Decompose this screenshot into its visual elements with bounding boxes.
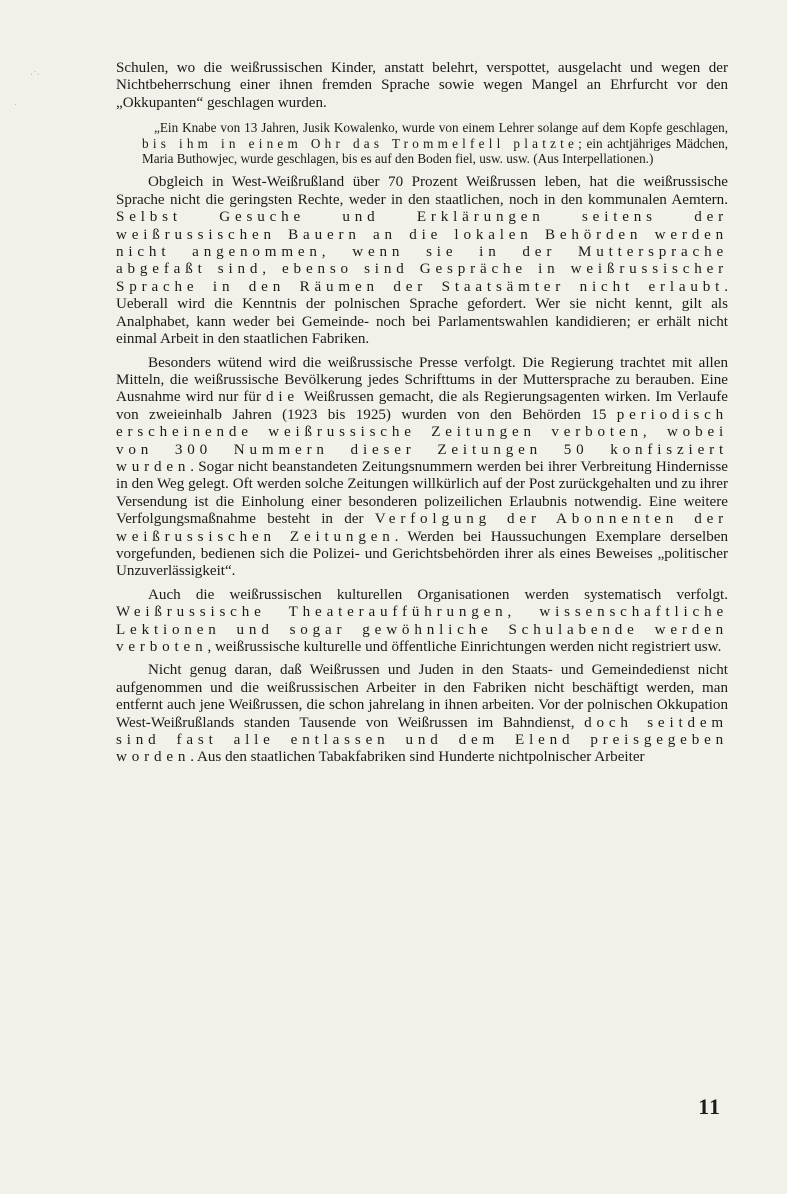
paragraph-spaced-text: die <box>266 389 299 406</box>
page-smudge: · <box>14 100 18 111</box>
paragraph-text: . Aus den staatlichen Tabakfabriken sind Hunderte nichtpolnischer Arbeiter <box>190 749 645 766</box>
paragraph-text: Besonders wütend wird die weißrussische Presse verfolgt. Die Regierung trachtet mit allen Mitteln, die weißrussische Bevölkerung jedes Schrifttums in der Muttersprache zu berauben. Eine Ausnahme wird nur für <box>116 354 728 406</box>
quote-text: „Ein Knabe von 13 Jahren, Jusik Kowalenko, wurde von einem Lehrer solange auf dem Kopfe geschlagen, <box>154 120 728 136</box>
paragraph-text: Auch die weißrussischen kulturellen Organisationen werden systematisch verfolgt. <box>148 586 728 603</box>
paragraph-text: Obgleich in West-Weißrußland über 70 Prozent Weißrussen leben, hat die weißrussische Sprache nicht die geringsten Rechte, weder in den staatlichen, noch in den kommunalen Aemtern. <box>116 174 728 208</box>
page-smudge: ·˙· <box>30 70 40 81</box>
paragraph-employment <box>116 662 728 766</box>
page-body <box>116 60 728 773</box>
paragraph-spaced-text: Selbst Gesuche und Erklärungen seitens der weißrussischen Bauern an die lokalen Behörden werden nicht angenommen, wenn sie in der Muttersprache abgefaßt sind, ebenso sind Gespräche in weißrussischer Sprache in den Räumen der Staatsämter nicht erlaubt <box>116 209 728 295</box>
paragraph-language <box>116 174 728 348</box>
interpellation-quote <box>116 120 728 166</box>
paragraph-press <box>116 355 728 581</box>
page-number: 11 <box>698 1094 721 1119</box>
paragraph-culture <box>116 587 728 657</box>
quote-spaced-text: bis ihm in einem Ohr das Trommelfell platzte <box>142 135 579 151</box>
paragraph-spaced-text: periodisch erscheinende weißrussische Zeitungen verboten, wobei von 300 Nummern dieser Zeitungen 50 konfisziert wurden <box>116 406 728 475</box>
paragraph-text: , weißrussische kulturelle und öffentliche Einrichtungen werden nicht registriert usw. <box>207 639 722 655</box>
paragraph-text: Weißrussen gemacht, die als Regierungsagenten wirken. Im Verlaufe von zweieinhalb Jahren (1923 bis 1925) wurden von den Behörden 15 <box>116 389 728 423</box>
paragraph-text: Schulen, wo die weißrussischen Kinder, anstatt belehrt, verspottet, ausgelacht und wegen der Nichtbeherrschung einer ihnen fremden Sprache sowie wegen Mangel an Ehrfurcht vor den „Okkupanten“ geschlagen wurden. <box>116 60 728 111</box>
paragraph-text: Nicht genug daran, daß Weißrussen und Juden in den Staats- und Gemeindedienst nicht aufgenommen und die weißrussischen Arbeiter in den Fabriken nicht beschäftigt werden, man entfernt auch jene Weißrussen, die schon jahrelang in ihnen arbeiten. Vor der polnischen Okkupation West-Weißrußlands standen Tausende von Weißrussen im Bahndienst, <box>116 662 728 731</box>
paragraph-spaced-text: Verfolgung der Abonnenten der weißrussischen Zeitungen <box>116 511 728 545</box>
paragraph-spaced-text: Weißrussische Theateraufführungen, wissenschaftliche Lektionen und sogar gewöhnliche Schulabende werden verboten <box>116 604 728 655</box>
paragraph-schools <box>116 60 728 112</box>
paragraph-text: . Sogar nicht beanstandeten Zeitungsnummern werden bei ihrer Verbreitung Hindernisse in den Weg gelegt. Oft werden solche Zeitungen willkürlich auf der Post zurückgehalten und zu ihrer Versendung ist die Einholung einer besonderen polizeilichen Erlaubnis notwendig. Eine weitere Verfolgungsmaßnahme besteht in der <box>116 458 728 528</box>
paragraph-spaced-text: doch seitdem sind fast alle entlassen und dem Elend preisgegeben worden <box>116 714 728 766</box>
paragraph-text: . Werden bei Haussuchungen Exemplare derselben vorgefunden, bedienen sich die Polizei- und Gerichtsbehörden ihrer als eines Beweises „politischer Unzuverlässigkeit“. <box>116 528 728 580</box>
paragraph-text: . Ueberall wird die Kenntnis der polnischen Sprache gefordert. Wer sie nicht kennt, gilt als Analphabet, kann weder bei Gemeinde- noch bei Parlamentswahlen kandidieren; er erhält nicht einmal Arbeit in den staatlichen Fabriken. <box>116 278 728 348</box>
quote-text: ; ein achtjähriges Mädchen, Maria Buthowjec, wurde geschlagen, bis es auf den Boden fiel, usw. usw. (Aus Interpellationen.) <box>142 135 728 167</box>
